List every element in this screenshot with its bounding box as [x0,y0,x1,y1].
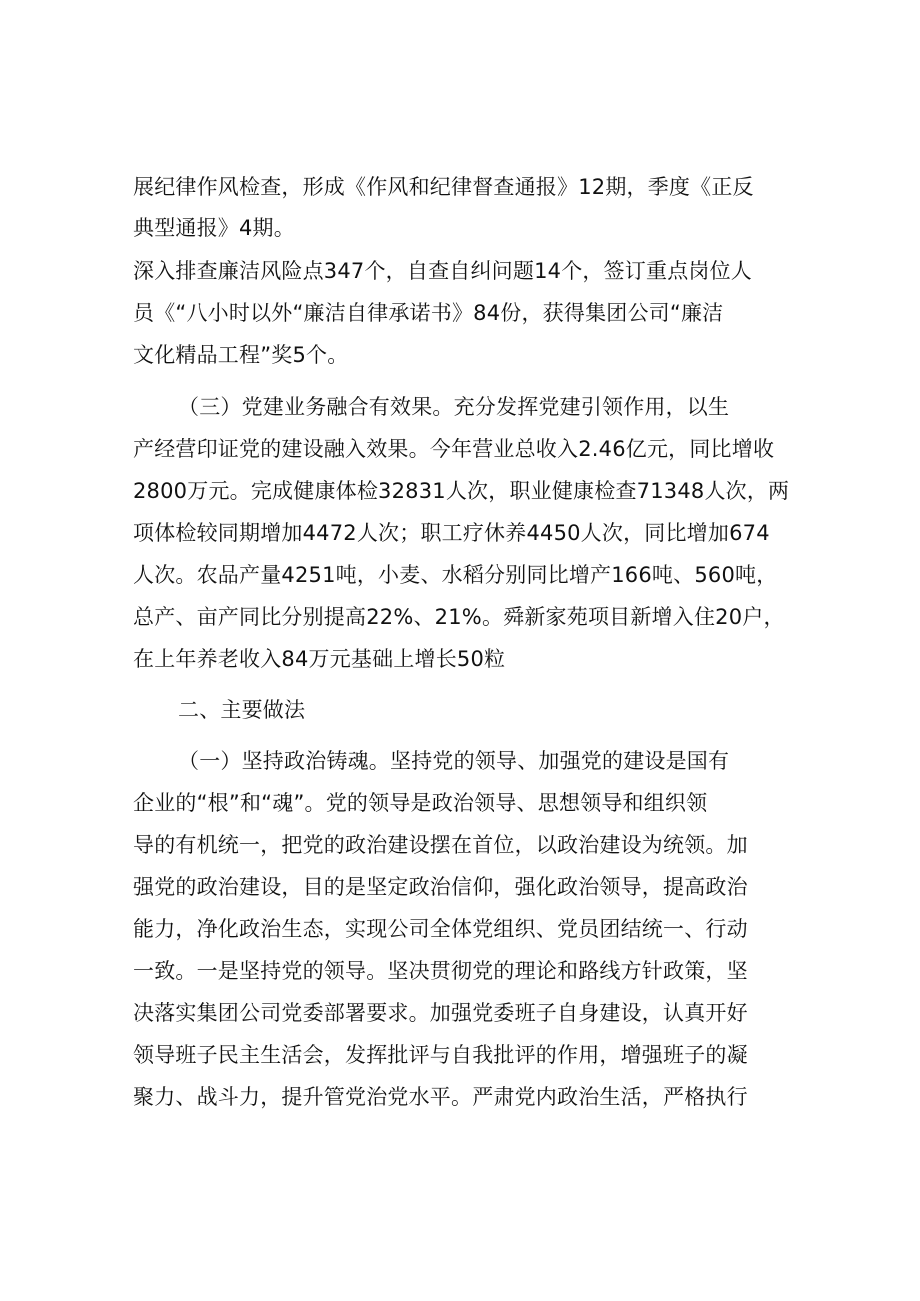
text-line: 深入排查廉洁风险点347个，自查自纠问题14个，签订重点岗位人 [133,259,753,283]
text-line: 展纪律作风检查，形成《作风和纪律督查通报》12期，季度《正反 [133,175,754,199]
text-line: 2800万元。完成健康体检32831人次，职业健康检查71348人次，两 [133,479,790,503]
text-line: 导的有机统一，把党的政治建设摆在首位，以政治建设为统领。加 [133,833,748,857]
section-heading-paragraph: （三）党建业务融合有效果。充分发挥党建引领作用，以生 [178,395,730,419]
text-line: 文化精品工程”奖5个。 [133,343,349,367]
text-line: 在上年养老收入84万元基础上增长50粒 [133,647,506,671]
text-line: 项体检较同期增加4472人次；职工疗休养4450人次，同比增加674 [133,521,770,545]
text-line: 人次。农品产量4251吨，小麦、水稻分别同比增产166吨、560吨， [133,563,778,587]
text-line: 典型通报》4期。 [133,216,295,240]
text-line: 员《“八小时以外“廉洁自律承诺书》84份，获得集团公司“廉洁 [133,301,724,325]
text-line: 聚力、战斗力，提升管党治党水平。严肃党内政治生活，严格执行 [133,1085,748,1109]
text-line: 领导班子民主生活会，发挥批评与自我批评的作用，增强班子的凝 [133,1043,748,1067]
section-heading: 二、主要做法 [178,698,306,722]
text-line: 产经营印证党的建设融入效果。今年营业总收入2.46亿元，同比增收 [133,437,775,461]
text-line: 一致。一是坚持党的领导。坚决贯彻党的理论和路线方针政策，坚 [133,959,748,983]
text-line: 能力，净化政治生态，实现公司全体党组织、党员团结统一、行动 [133,917,748,941]
text-line: 总产、亩产同比分别提高22%、21%。舜新家苑项目新增入住20户， [133,605,785,629]
section-heading-paragraph: （一）坚持政治铸魂。坚持党的领导、加强党的建设是国有 [178,749,730,773]
text-line: 企业的“根”和“魂”。党的领导是政治领导、思想领导和组织领 [133,791,708,815]
text-line: 决落实集团公司党委部署要求。加强党委班子自身建设，认真开好 [133,1001,748,1025]
text-line: 强党的政治建设，目的是坚定政治信仰，强化政治领导，提高政治 [133,875,748,899]
